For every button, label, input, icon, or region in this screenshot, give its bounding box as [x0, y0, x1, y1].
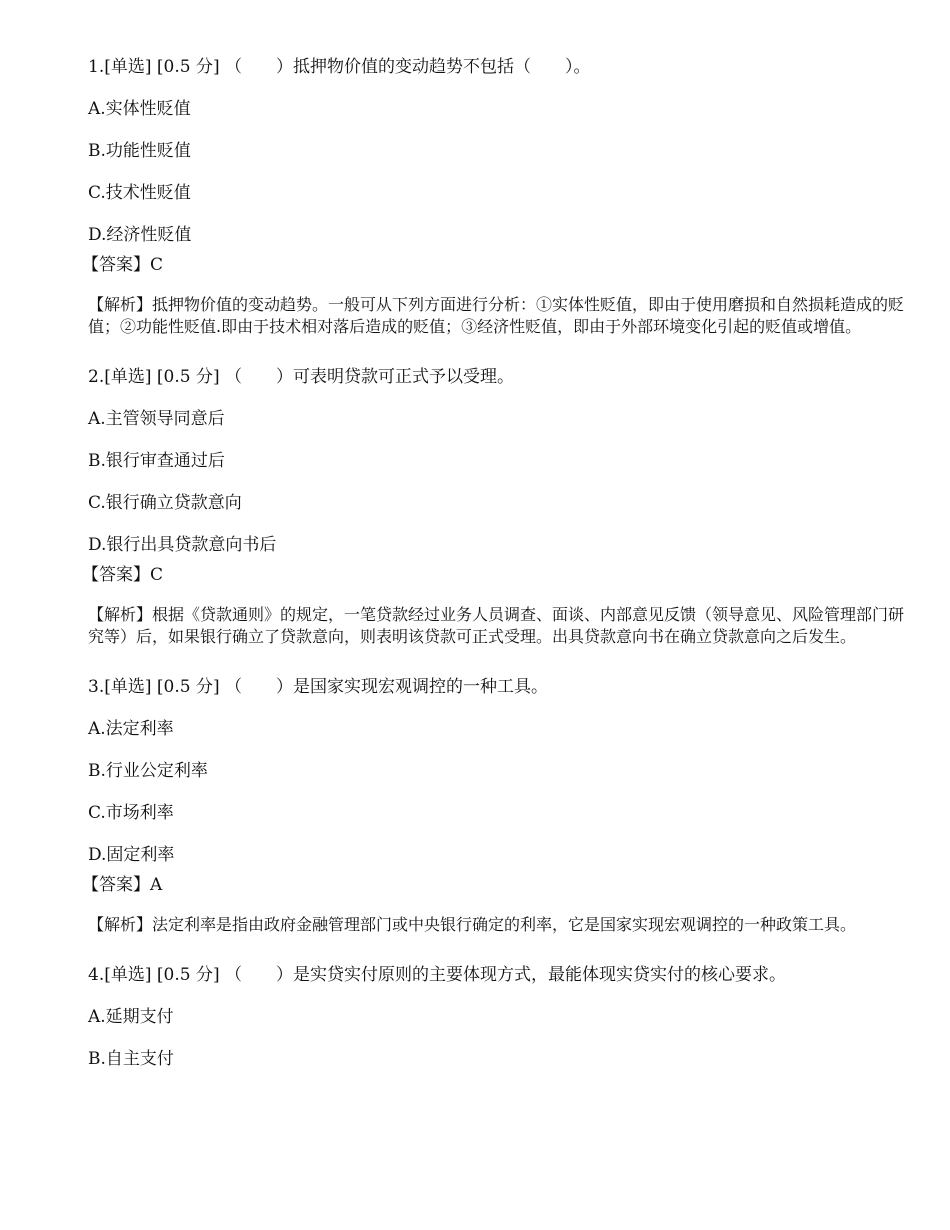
question-4	[88, 962, 904, 1072]
option-b: B.自主支付	[88, 1049, 174, 1069]
question-2	[82, 364, 905, 648]
option-d: D.银行出具贷款意向书后	[88, 535, 277, 555]
question-3	[82, 674, 904, 936]
answer-line: 【答案】A	[82, 875, 163, 895]
option-a: A.延期支付	[88, 1007, 174, 1027]
option-c: C.市场利率	[88, 803, 174, 823]
question-stem: 1.[单选] [0.5 分] （ ）抵押物价值的变动趋势不包括（ ）。	[88, 57, 591, 77]
question-stem: 4.[单选] [0.5 分] （ ）是实贷实付原则的主要体现方式，最能体现实贷实付的核心要求。	[88, 965, 786, 985]
exam-document	[82, 54, 905, 1098]
option-b: B.银行审查通过后	[88, 451, 225, 471]
question-stem: 2.[单选] [0.5 分] （ ）可表明贷款可正式予以受理。	[88, 367, 514, 387]
option-c: C.技术性贬值	[88, 183, 191, 203]
option-a: A.主管领导同意后	[88, 409, 225, 429]
option-b: B.功能性贬值	[88, 141, 191, 161]
answer-line: 【答案】C	[82, 255, 164, 275]
question-1	[82, 54, 905, 338]
question-stem: 3.[单选] [0.5 分] （ ）是国家实现宏观调控的一种工具。	[88, 677, 548, 697]
option-c: C.银行确立贷款意向	[88, 493, 242, 513]
analysis-text: 【解析】根据《贷款通则》的规定，一笔贷款经过业务人员调查、面谈、内部意见反馈（领导意见、风险管理部门研究等）后，如果银行确立了贷款意向，则表明该贷款可正式受理。出具贷款意向书在确立贷款意向之后发生。	[88, 605, 905, 646]
option-b: B.行业公定利率	[88, 761, 208, 781]
option-a: A.法定利率	[88, 719, 174, 739]
option-d: D.经济性贬值	[88, 225, 192, 245]
option-a: A.实体性贬值	[88, 99, 191, 119]
option-d: D.固定利率	[88, 845, 175, 865]
analysis-text: 【解析】法定利率是指由政府金融管理部门或中央银行确定的利率，它是国家实现宏观调控的一种政策工具。	[88, 915, 857, 934]
analysis-text: 【解析】抵押物价值的变动趋势。一般可从下列方面进行分析：①实体性贬值，即由于使用磨损和自然损耗造成的贬值；②功能性贬值.即由于技术相对落后造成的贬值；③经济性贬值，即由于外部环境变化引起的贬值或增值。	[88, 295, 905, 336]
answer-line: 【答案】C	[82, 565, 164, 585]
